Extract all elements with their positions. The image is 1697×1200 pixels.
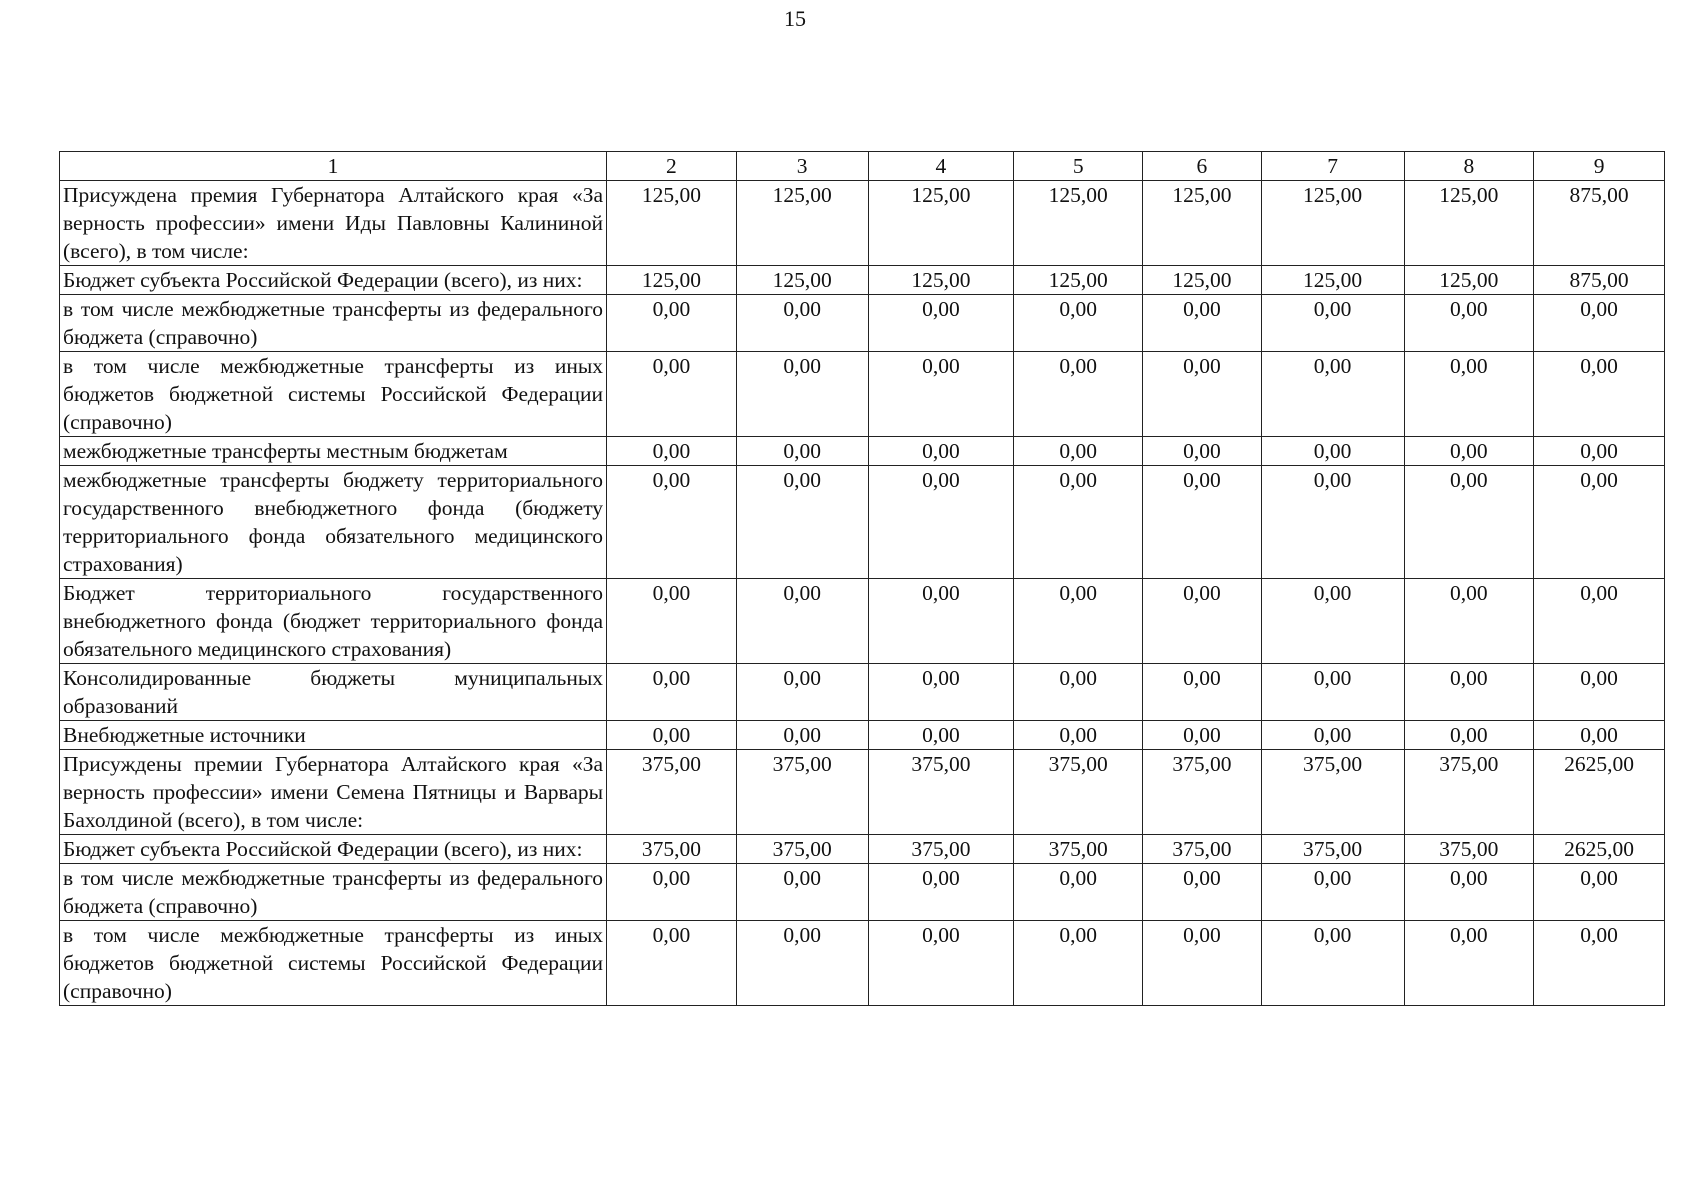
value-cell: 0,00 — [1014, 466, 1143, 579]
table-row — [60, 579, 1665, 664]
row-label: межбюджетные трансферты бюджету территориального государственного внебюджетного фонда (бюджету территориального фонда обязательного медицинского страхования) — [60, 466, 607, 579]
value-cell: 0,00 — [607, 579, 737, 664]
value-cell: 0,00 — [1143, 579, 1262, 664]
value-cell: 0,00 — [736, 921, 868, 1006]
row-label: Внебюджетные источники — [60, 721, 607, 750]
value-cell: 875,00 — [1534, 181, 1665, 266]
row-label: Присуждены премии Губернатора Алтайского края «За верность профессии» имени Семена Пятницы и Варвары Бахолдиной (всего), в том числе: — [60, 750, 607, 835]
row-label: Бюджет субъекта Российской Федерации (всего), из них: — [60, 266, 607, 295]
value-cell: 0,00 — [868, 721, 1014, 750]
value-cell: 0,00 — [1143, 352, 1262, 437]
header-cell: 4 — [868, 152, 1014, 181]
value-cell: 0,00 — [1534, 295, 1665, 352]
value-cell: 0,00 — [607, 352, 737, 437]
table-row — [60, 721, 1665, 750]
value-cell: 375,00 — [607, 835, 737, 864]
value-cell: 0,00 — [1404, 466, 1534, 579]
value-cell: 125,00 — [868, 266, 1014, 295]
value-cell: 0,00 — [1014, 352, 1143, 437]
row-label: в том числе межбюджетные трансферты из иных бюджетов бюджетной системы Российской Федерации (справочно) — [60, 352, 607, 437]
value-cell: 0,00 — [868, 864, 1014, 921]
header-cell: 3 — [736, 152, 868, 181]
value-cell: 2625,00 — [1534, 835, 1665, 864]
value-cell: 0,00 — [1261, 437, 1404, 466]
value-cell: 375,00 — [1261, 750, 1404, 835]
header-cell: 7 — [1261, 152, 1404, 181]
value-cell: 0,00 — [1404, 437, 1534, 466]
value-cell: 0,00 — [1534, 664, 1665, 721]
value-cell: 375,00 — [1404, 750, 1534, 835]
value-cell: 125,00 — [607, 266, 737, 295]
value-cell: 0,00 — [736, 721, 868, 750]
table-row — [60, 295, 1665, 352]
value-cell: 0,00 — [1534, 864, 1665, 921]
value-cell: 0,00 — [607, 295, 737, 352]
value-cell: 0,00 — [607, 466, 737, 579]
value-cell: 375,00 — [868, 750, 1014, 835]
value-cell: 125,00 — [1143, 181, 1262, 266]
value-cell: 0,00 — [1404, 295, 1534, 352]
value-cell: 375,00 — [868, 835, 1014, 864]
value-cell: 0,00 — [607, 921, 737, 1006]
value-cell: 0,00 — [1404, 664, 1534, 721]
value-cell: 0,00 — [736, 352, 868, 437]
value-cell: 0,00 — [1534, 921, 1665, 1006]
value-cell: 125,00 — [607, 181, 737, 266]
value-cell: 375,00 — [1014, 750, 1143, 835]
table-row — [60, 835, 1665, 864]
value-cell: 0,00 — [1014, 921, 1143, 1006]
value-cell: 0,00 — [607, 664, 737, 721]
table-row — [60, 921, 1665, 1006]
value-cell: 0,00 — [736, 579, 868, 664]
table-row — [60, 352, 1665, 437]
table-row — [60, 266, 1665, 295]
row-label: в том числе межбюджетные трансферты из федерального бюджета (справочно) — [60, 864, 607, 921]
value-cell: 2625,00 — [1534, 750, 1665, 835]
row-label: Бюджет территориального государственного внебюджетного фонда (бюджет территориального фонда обязательного медицинского страхования) — [60, 579, 607, 664]
row-label: Консолидированные бюджеты муниципальных образований — [60, 664, 607, 721]
header-cell: 9 — [1534, 152, 1665, 181]
table-row — [60, 864, 1665, 921]
value-cell: 125,00 — [736, 181, 868, 266]
value-cell: 375,00 — [607, 750, 737, 835]
value-cell: 0,00 — [1143, 921, 1262, 1006]
value-cell: 125,00 — [868, 181, 1014, 266]
row-label: в том числе межбюджетные трансферты из иных бюджетов бюджетной системы Российской Федерации (справочно) — [60, 921, 607, 1006]
value-cell: 0,00 — [1143, 437, 1262, 466]
value-cell: 125,00 — [1014, 266, 1143, 295]
value-cell: 0,00 — [868, 579, 1014, 664]
value-cell: 125,00 — [1261, 181, 1404, 266]
table-row — [60, 437, 1665, 466]
table-row — [60, 750, 1665, 835]
value-cell: 0,00 — [1261, 466, 1404, 579]
value-cell: 0,00 — [607, 864, 737, 921]
value-cell: 0,00 — [736, 466, 868, 579]
value-cell: 125,00 — [736, 266, 868, 295]
value-cell: 0,00 — [1534, 437, 1665, 466]
table-row — [60, 181, 1665, 266]
header-cell: 8 — [1404, 152, 1534, 181]
value-cell: 0,00 — [1143, 295, 1262, 352]
value-cell: 0,00 — [1261, 352, 1404, 437]
value-cell: 125,00 — [1143, 266, 1262, 295]
value-cell: 0,00 — [1014, 437, 1143, 466]
value-cell: 0,00 — [736, 437, 868, 466]
value-cell: 0,00 — [868, 295, 1014, 352]
value-cell: 0,00 — [1261, 664, 1404, 721]
value-cell: 0,00 — [1143, 466, 1262, 579]
value-cell: 0,00 — [1404, 352, 1534, 437]
value-cell: 0,00 — [736, 864, 868, 921]
value-cell: 0,00 — [736, 664, 868, 721]
value-cell: 0,00 — [736, 295, 868, 352]
value-cell: 0,00 — [1404, 921, 1534, 1006]
row-label: в том числе межбюджетные трансферты из федерального бюджета (справочно) — [60, 295, 607, 352]
value-cell: 125,00 — [1014, 181, 1143, 266]
value-cell: 0,00 — [1534, 466, 1665, 579]
header-cell: 1 — [60, 152, 607, 181]
table-row — [60, 466, 1665, 579]
value-cell: 0,00 — [1014, 295, 1143, 352]
value-cell: 0,00 — [1014, 664, 1143, 721]
value-cell: 125,00 — [1404, 266, 1534, 295]
page-number: 15 — [784, 6, 806, 31]
value-cell: 125,00 — [1261, 266, 1404, 295]
header-cell: 6 — [1143, 152, 1262, 181]
value-cell: 0,00 — [1143, 864, 1262, 921]
value-cell: 0,00 — [868, 352, 1014, 437]
value-cell: 0,00 — [1014, 864, 1143, 921]
table-row — [60, 664, 1665, 721]
value-cell: 0,00 — [1534, 721, 1665, 750]
value-cell: 0,00 — [868, 437, 1014, 466]
value-cell: 0,00 — [868, 921, 1014, 1006]
value-cell: 0,00 — [1404, 579, 1534, 664]
value-cell: 0,00 — [1014, 579, 1143, 664]
header-cell: 2 — [607, 152, 737, 181]
header-cell: 5 — [1014, 152, 1143, 181]
value-cell: 375,00 — [1143, 750, 1262, 835]
value-cell: 0,00 — [1014, 721, 1143, 750]
value-cell: 875,00 — [1534, 266, 1665, 295]
header-row — [60, 152, 1665, 181]
value-cell: 0,00 — [868, 466, 1014, 579]
value-cell: 125,00 — [1404, 181, 1534, 266]
value-cell: 0,00 — [868, 664, 1014, 721]
row-label: Присуждена премия Губернатора Алтайского края «За верность профессии» имени Иды Павловны Калининой (всего), в том числе: — [60, 181, 607, 266]
value-cell: 0,00 — [1404, 721, 1534, 750]
value-cell: 0,00 — [1143, 664, 1262, 721]
row-label: межбюджетные трансферты местным бюджетам — [60, 437, 607, 466]
value-cell: 375,00 — [1404, 835, 1534, 864]
value-cell: 0,00 — [1261, 721, 1404, 750]
value-cell: 0,00 — [1261, 864, 1404, 921]
value-cell: 0,00 — [1261, 921, 1404, 1006]
value-cell: 0,00 — [1143, 721, 1262, 750]
budget-table — [59, 151, 1665, 1006]
row-label: Бюджет субъекта Российской Федерации (всего), из них: — [60, 835, 607, 864]
value-cell: 0,00 — [1534, 352, 1665, 437]
value-cell: 375,00 — [1014, 835, 1143, 864]
value-cell: 0,00 — [607, 721, 737, 750]
value-cell: 375,00 — [736, 835, 868, 864]
value-cell: 0,00 — [1261, 579, 1404, 664]
value-cell: 0,00 — [607, 437, 737, 466]
value-cell: 0,00 — [1261, 295, 1404, 352]
value-cell: 375,00 — [1143, 835, 1262, 864]
value-cell: 375,00 — [736, 750, 868, 835]
value-cell: 375,00 — [1261, 835, 1404, 864]
value-cell: 0,00 — [1404, 864, 1534, 921]
value-cell: 0,00 — [1534, 579, 1665, 664]
